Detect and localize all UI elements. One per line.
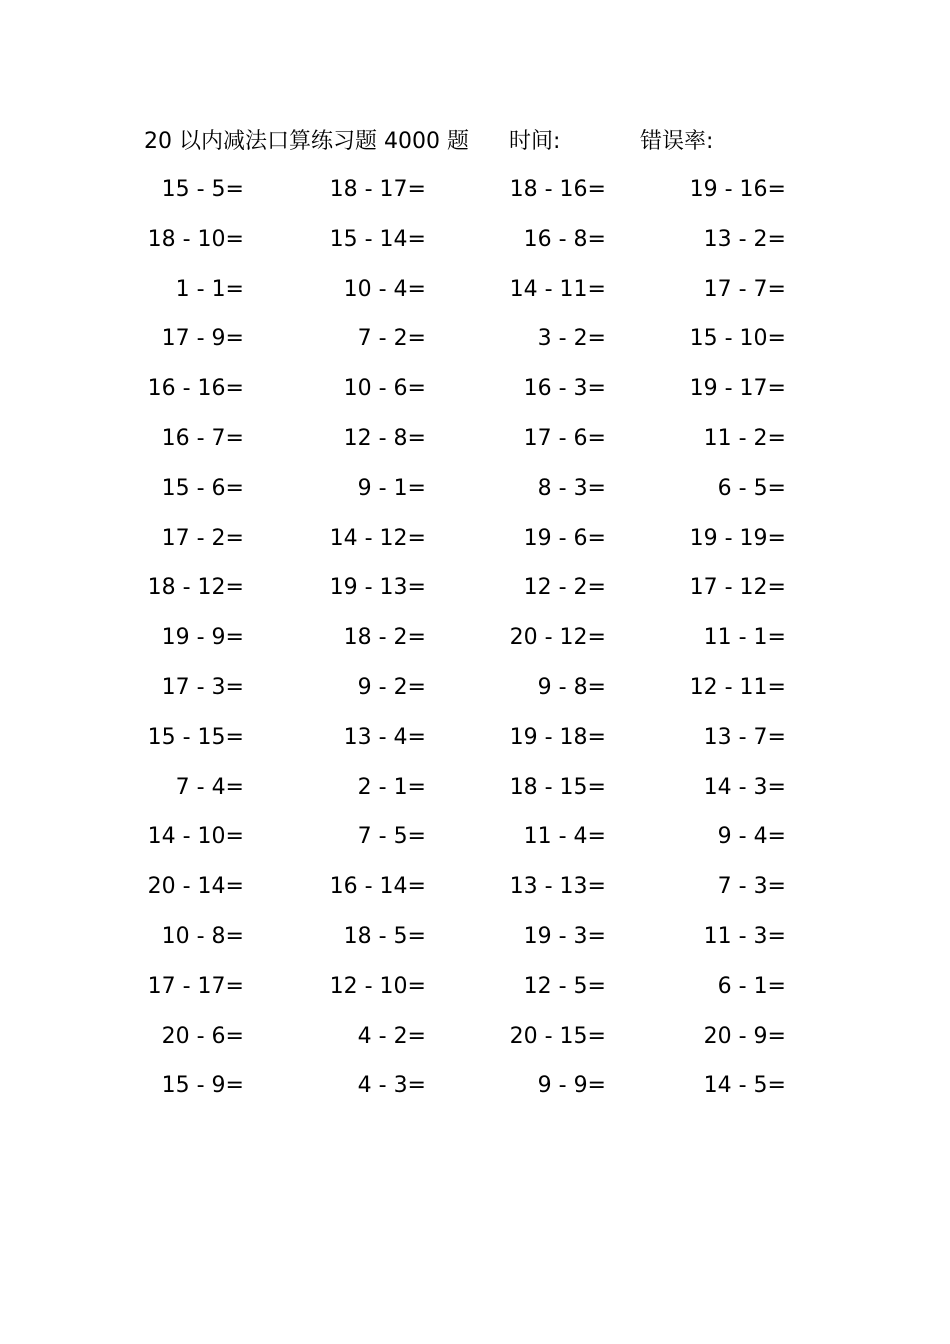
problem-item: 10 - 4=: [343, 276, 426, 302]
problem-row: [0, 917, 950, 967]
problem-item: 19 - 16=: [689, 177, 786, 202]
problem-item: 9 - 8=: [537, 674, 606, 700]
problem-item: 7 - 3=: [717, 874, 786, 900]
problem-item: 7 - 5=: [357, 824, 426, 850]
problem-item: 18 - 12=: [147, 575, 244, 601]
problem-item: 4 - 2=: [357, 1023, 426, 1049]
problem-row: [0, 519, 950, 569]
problem-item: 6 - 1=: [717, 973, 786, 999]
problem-item: 12 - 5=: [523, 973, 606, 999]
worksheet-title: 20 以内减法口算练习题 4000 题: [144, 129, 469, 154]
problem-item: 18 - 17=: [329, 177, 426, 202]
problem-item: 13 - 7=: [703, 724, 786, 750]
problem-item: 14 - 11=: [509, 276, 606, 302]
worksheet-header: [0, 124, 950, 160]
problem-item: 15 - 9=: [161, 1073, 244, 1099]
problem-item: 9 - 4=: [717, 824, 786, 850]
problem-row: [0, 718, 950, 768]
problem-item: 11 - 3=: [703, 923, 786, 949]
problem-row: [0, 668, 950, 718]
problem-item: 16 - 3=: [523, 376, 606, 402]
problem-item: 13 - 13=: [509, 874, 606, 900]
problem-row: [0, 967, 950, 1017]
problem-item: 16 - 14=: [329, 874, 426, 900]
problem-item: 9 - 9=: [537, 1073, 606, 1099]
problem-item: 14 - 10=: [147, 824, 244, 850]
problem-item: 3 - 2=: [537, 326, 606, 352]
problem-item: 12 - 8=: [343, 425, 426, 451]
problem-item: 17 - 2=: [161, 525, 244, 551]
problem-row: [0, 568, 950, 618]
problem-item: 19 - 13=: [329, 575, 426, 601]
problem-item: 12 - 10=: [329, 973, 426, 999]
problem-item: 19 - 19=: [689, 525, 786, 551]
problem-item: 9 - 1=: [357, 475, 426, 501]
problem-item: 14 - 5=: [703, 1073, 786, 1099]
problem-item: 20 - 14=: [147, 874, 244, 900]
problem-row: [0, 270, 950, 320]
problem-item: 11 - 1=: [703, 625, 786, 651]
problem-item: 6 - 5=: [717, 475, 786, 501]
problem-item: 2 - 1=: [357, 774, 426, 800]
problem-item: 16 - 16=: [147, 376, 244, 402]
problem-item: 19 - 9=: [161, 625, 244, 651]
problem-item: 11 - 4=: [523, 824, 606, 850]
problem-item: 16 - 7=: [161, 425, 244, 451]
problem-item: 1 - 1=: [175, 276, 244, 302]
problem-item: 15 - 15=: [147, 724, 244, 750]
problem-item: 19 - 17=: [689, 376, 786, 402]
problem-item: 8 - 3=: [537, 475, 606, 501]
problem-item: 20 - 9=: [703, 1023, 786, 1049]
problem-item: 4 - 3=: [357, 1073, 426, 1099]
problem-item: 20 - 15=: [509, 1023, 606, 1049]
problem-item: 17 - 6=: [523, 425, 606, 451]
problem-item: 7 - 2=: [357, 326, 426, 352]
problem-item: 18 - 5=: [343, 923, 426, 949]
problem-row: [0, 768, 950, 818]
problem-item: 20 - 12=: [509, 625, 606, 651]
problem-item: 18 - 16=: [509, 177, 606, 202]
problem-item: 12 - 2=: [523, 575, 606, 601]
problem-item: 15 - 14=: [329, 226, 426, 252]
problem-row: [0, 170, 950, 220]
problem-item: 15 - 5=: [161, 177, 244, 202]
problem-row: [0, 220, 950, 270]
problem-row: [0, 618, 950, 668]
problem-item: 14 - 12=: [329, 525, 426, 551]
problem-item: 15 - 10=: [689, 326, 786, 352]
problem-row: [0, 469, 950, 519]
problem-item: 17 - 9=: [161, 326, 244, 352]
problem-item: 20 - 6=: [161, 1023, 244, 1049]
problem-item: 11 - 2=: [703, 425, 786, 451]
problem-grid: [0, 170, 950, 1116]
problem-item: 10 - 8=: [161, 923, 244, 949]
problem-item: 9 - 2=: [357, 674, 426, 700]
problem-item: 19 - 3=: [523, 923, 606, 949]
problem-item: 13 - 4=: [343, 724, 426, 750]
problem-item: 7 - 4=: [175, 774, 244, 800]
problem-item: 13 - 2=: [703, 226, 786, 252]
problem-row: [0, 1066, 950, 1116]
problem-item: 12 - 11=: [689, 674, 786, 700]
problem-row: [0, 817, 950, 867]
problem-item: 15 - 6=: [161, 475, 244, 501]
problem-item: 18 - 2=: [343, 625, 426, 651]
time-label: 时间:: [509, 129, 561, 154]
problem-item: 14 - 3=: [703, 774, 786, 800]
problem-row: [0, 419, 950, 469]
problem-item: 18 - 15=: [509, 774, 606, 800]
problem-item: 17 - 12=: [689, 575, 786, 601]
problem-item: 19 - 6=: [523, 525, 606, 551]
problem-row: [0, 1017, 950, 1067]
problem-row: [0, 867, 950, 917]
problem-row: [0, 319, 950, 369]
problem-item: 17 - 17=: [147, 973, 244, 999]
problem-item: 16 - 8=: [523, 226, 606, 252]
error-rate-label: 错误率:: [640, 129, 714, 154]
problem-item: 10 - 6=: [343, 376, 426, 402]
problem-row: [0, 369, 950, 419]
problem-item: 17 - 7=: [703, 276, 786, 302]
problem-item: 17 - 3=: [161, 674, 244, 700]
problem-item: 19 - 18=: [509, 724, 606, 750]
problem-item: 18 - 10=: [147, 226, 244, 252]
